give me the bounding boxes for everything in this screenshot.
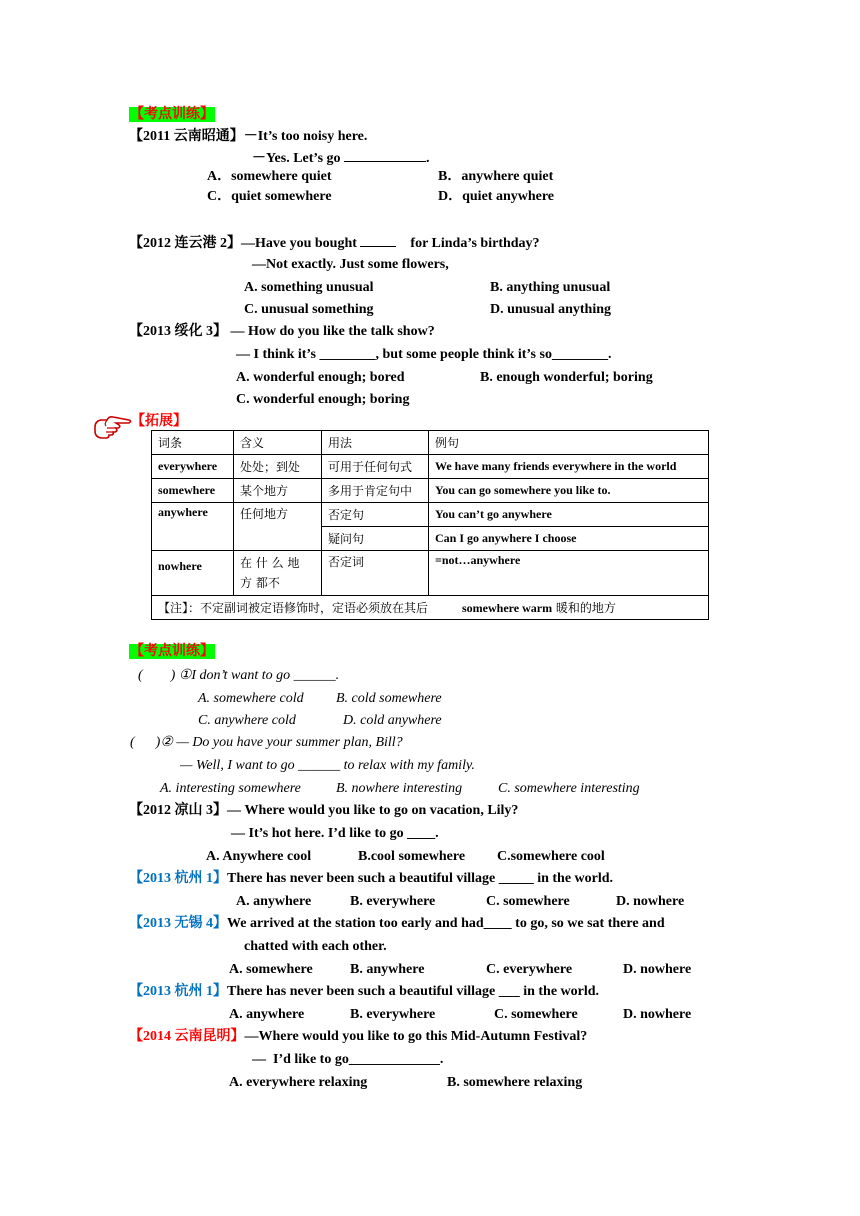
table-cell: anywhere xyxy=(152,503,234,551)
s2-q2-option-c: C. somewhere interesting xyxy=(498,781,640,796)
s2-q4-option-c: C. somewhere xyxy=(486,894,570,909)
s2-q4-option-b: B. everywhere xyxy=(350,894,436,909)
s2-q6-option-d: D. nowhere xyxy=(623,1007,692,1022)
table-cell: everywhere xyxy=(152,455,234,479)
s2-q2-reply: — Well, I want to go ______ to relax with my family. xyxy=(180,758,475,773)
table-cell: 任何地方 xyxy=(234,503,322,551)
table-header: 词条 xyxy=(152,431,234,455)
s2-q5-option-c: C. everywhere xyxy=(486,962,573,977)
section2-heading: 【考点训练】 xyxy=(130,644,214,659)
table-note: 【注】：不定副词被定语修饰时，定语必须放在其后 somewhere warm 暖和的地方 xyxy=(152,596,709,620)
table-cell: 否定词 xyxy=(322,551,429,596)
s2-q2-stem: ( )② — Do you have your summer plan, Bill? xyxy=(130,735,403,750)
table-cell: Can I go anywhere I choose xyxy=(429,527,709,551)
s2-q1-option-b: B. cold somewhere xyxy=(336,691,442,706)
q1-reply: －Yes. Let’s go . xyxy=(252,148,430,168)
s2-q4-stem: 【2013 杭州 1】There has never been such a beautiful village _____ in the world. xyxy=(129,871,614,886)
s2-q5-option-a: A. somewhere xyxy=(229,962,313,977)
s2-q6-stem: 【2013 杭州 1】There has never been such a beautiful village ___ in the world. xyxy=(129,984,600,999)
q1-option-a: A．somewhere quiet xyxy=(207,169,332,184)
s2-q5-stem: 【2013 无锡 4】We arrived at the station too early and had____ to go, so we sat there and xyxy=(129,916,665,931)
s2-q7-stem: 【2014 云南昆明】—Where would you like to go this Mid-Autumn Festival? xyxy=(129,1029,588,1044)
s2-q3-option-b: B.cool somewhere xyxy=(358,849,466,864)
q2-stem: 【2012 连云港 2】—Have you bought for Linda’s birthday? xyxy=(129,233,540,253)
table-cell: nowhere xyxy=(152,551,234,596)
extension-table xyxy=(151,430,709,620)
q1-option-b: B．anywhere quiet xyxy=(438,169,554,184)
q2-option-c: C. unusual something xyxy=(244,302,374,317)
table-cell: 疑问句 xyxy=(322,527,429,551)
s2-q5-option-d: D. nowhere xyxy=(623,962,692,977)
s2-q3-option-c: C.somewhere cool xyxy=(497,849,605,864)
q2-option-d: D. unusual anything xyxy=(490,302,612,317)
s2-q3-reply: — It’s hot here. I’d like to go ____. xyxy=(231,826,439,841)
table-cell: You can’t go anywhere xyxy=(429,503,709,527)
s2-q5-option-b: B. anywhere xyxy=(350,962,425,977)
table-cell: somewhere xyxy=(152,479,234,503)
q1-stem: 【2011 云南昭通】－It’s too noisy here. xyxy=(129,129,368,144)
table-cell: 否定句 xyxy=(322,503,429,527)
table-cell: =not…anywhere xyxy=(429,551,709,596)
s2-q6-option-c: C. somewhere xyxy=(494,1007,578,1022)
section1-heading: 【考点训练】 xyxy=(130,107,214,122)
table-row xyxy=(152,455,709,479)
table-cell: 某个地方 xyxy=(234,479,322,503)
s2-q1-option-d: D. cold anywhere xyxy=(343,713,442,728)
table-header: 例句 xyxy=(429,431,709,455)
s2-q6-option-a: A. anywhere xyxy=(229,1007,305,1022)
s2-q4-option-d: D. nowhere xyxy=(616,894,685,909)
q1-option-c: C．quiet somewhere xyxy=(207,189,332,204)
q1-option-d: D．quiet anywhere xyxy=(438,189,555,204)
q2-option-b: B. anything unusual xyxy=(490,280,611,295)
table-cell: 处处；到处 xyxy=(234,455,322,479)
q2-option-a: A. something unusual xyxy=(244,280,374,295)
table-cell: 在 什 么 地 方 都不 xyxy=(234,551,322,596)
s2-q7-option-a: A. everywhere relaxing xyxy=(229,1075,368,1090)
s2-q4-option-a: A. anywhere xyxy=(236,894,312,909)
s2-q1-option-a: A. somewhere cold xyxy=(198,691,304,706)
table-cell: You can go somewhere you like to. xyxy=(429,479,709,503)
s2-q1-option-c: C. anywhere cold xyxy=(198,713,296,728)
s2-q6-option-b: B. everywhere xyxy=(350,1007,436,1022)
table-row xyxy=(152,551,709,596)
s2-q1-stem: ( ) ①I don’t want to go ______. xyxy=(138,668,340,683)
table-cell: 多用于肯定句中 xyxy=(322,479,429,503)
s2-q3-stem: 【2012 凉山 3】— Where would you like to go on vacation, Lily? xyxy=(129,803,519,818)
s2-q5-continuation: chatted with each other. xyxy=(244,939,387,954)
s2-q7-option-b: B. somewhere relaxing xyxy=(447,1075,583,1090)
table-cell: We have many friends everywhere in the world xyxy=(429,455,709,479)
q3-reply: — I think it’s ________, but some people think it’s so________. xyxy=(236,347,612,362)
s2-q2-option-a: A. interesting somewhere xyxy=(160,781,301,796)
s2-q3-option-a: A. Anywhere cool xyxy=(206,849,312,864)
table-header: 用法 xyxy=(322,431,429,455)
table-cell: 可用于任何句式 xyxy=(322,455,429,479)
q3-option-b: B. enough wonderful; boring xyxy=(480,370,653,385)
table-header: 含义 xyxy=(234,431,322,455)
q2-reply: —Not exactly. Just some flowers, xyxy=(252,257,449,272)
s2-q7-reply: — I’d like to go_____________. xyxy=(252,1052,444,1067)
table-row xyxy=(152,479,709,503)
q3-option-c: C. wonderful enough; boring xyxy=(236,392,410,407)
table-row xyxy=(152,503,709,527)
extension-heading: 【拓展】 xyxy=(131,414,187,429)
pointing-hand-icon xyxy=(92,413,132,443)
q3-stem: 【2013 绥化 3】 — How do you like the talk show? xyxy=(129,324,435,339)
q3-option-a: A. wonderful enough; bored xyxy=(236,370,405,385)
table-header-row xyxy=(152,431,709,455)
table-note-row xyxy=(152,596,709,620)
s2-q2-option-b: B. nowhere interesting xyxy=(336,781,463,796)
